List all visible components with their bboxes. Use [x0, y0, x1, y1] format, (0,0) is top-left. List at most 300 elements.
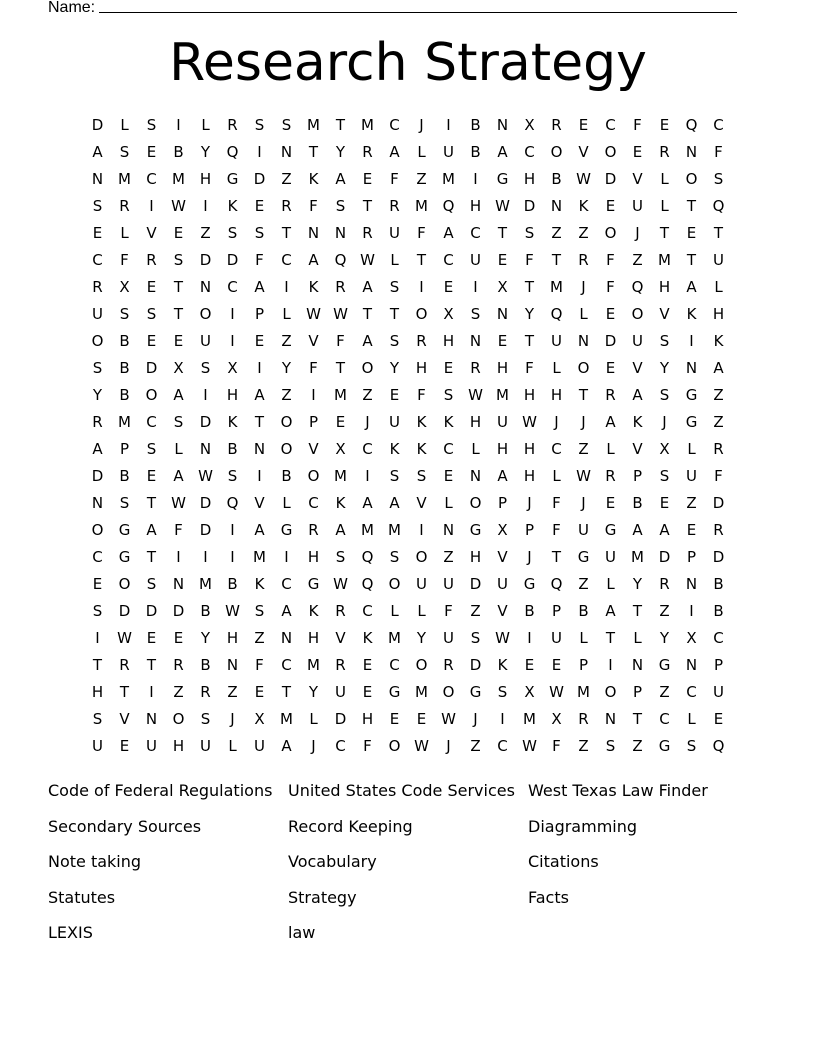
grid-letter: E: [146, 466, 157, 485]
grid-letter: E: [389, 385, 400, 404]
grid-letter: E: [443, 466, 454, 485]
grid-letter: I: [149, 196, 154, 215]
word-bank-item: Note taking: [48, 852, 142, 871]
grid-letter: S: [389, 547, 400, 566]
word-bank-item: Vocabulary: [288, 852, 377, 871]
grid-letter: A: [389, 493, 400, 512]
grid-letter: R: [335, 277, 346, 296]
grid-letter: A: [632, 520, 643, 539]
grid-letter: T: [659, 223, 670, 242]
grid-letter: R: [335, 601, 346, 620]
grid-letter: X: [659, 439, 670, 458]
grid-letter: H: [226, 628, 239, 647]
grid-letter: R: [416, 331, 427, 350]
grid-letter: E: [254, 682, 265, 701]
grid-letter: I: [473, 277, 478, 296]
word-bank-item: Statutes: [48, 887, 116, 907]
grid-letter: Q: [334, 250, 347, 269]
grid-letter: K: [389, 439, 400, 458]
grid-letter: L: [282, 493, 291, 512]
grid-letter: C: [281, 574, 292, 593]
grid-letter: O: [415, 547, 428, 566]
grid-letter: B: [227, 439, 238, 458]
grid-letter: S: [227, 223, 238, 242]
grid-letter: E: [551, 655, 562, 674]
grid-letter: Z: [281, 331, 292, 350]
grid-letter: N: [334, 223, 347, 242]
grid-letter: U: [632, 331, 643, 350]
grid-letter: P: [632, 466, 643, 485]
grid-letter: I: [689, 331, 694, 350]
grid-letter: S: [281, 115, 292, 134]
grid-letter: Z: [470, 601, 481, 620]
grid-letter: R: [578, 250, 589, 269]
grid-letter: U: [200, 331, 211, 350]
grid-letter: G: [469, 682, 482, 701]
grid-letter: P: [713, 655, 724, 674]
grid-letter: A: [713, 358, 724, 377]
word-bank-item: Diagramming: [528, 816, 638, 836]
grid-letter: K: [416, 439, 427, 458]
grid-letter: G: [577, 547, 590, 566]
grid-letter: N: [145, 709, 158, 728]
grid-letter: J: [581, 412, 586, 431]
grid-letter: A: [92, 142, 103, 161]
grid-letter: E: [443, 277, 454, 296]
grid-letter: H: [91, 682, 104, 701]
page-title: Research Strategy: [169, 33, 647, 93]
grid-letter: U: [497, 412, 508, 431]
grid-letter: Y: [308, 682, 319, 701]
grid-letter: D: [118, 601, 131, 620]
grid-letter: M: [442, 169, 455, 188]
grid-letter: Z: [416, 169, 427, 188]
grid-letter: H: [523, 439, 536, 458]
grid-letter: A: [362, 277, 373, 296]
grid-letter: L: [660, 169, 669, 188]
grid-letter: H: [415, 358, 428, 377]
grid-letter: L: [174, 439, 183, 458]
grid-letter: S: [173, 412, 184, 431]
grid-letter: T: [362, 304, 373, 323]
grid-letter: F: [417, 223, 426, 242]
grid-letter: B: [119, 331, 130, 350]
grid-letter: T: [632, 709, 643, 728]
grid-letter: M: [631, 547, 644, 566]
grid-letter: J: [419, 115, 424, 134]
grid-letter: Z: [713, 385, 724, 404]
grid-letter: F: [552, 493, 561, 512]
grid-letter: N: [253, 439, 266, 458]
grid-letter: M: [307, 115, 320, 134]
grid-letter: W: [441, 709, 456, 728]
grid-letter: N: [631, 655, 644, 674]
grid-letter: J: [554, 412, 559, 431]
grid-letter: V: [335, 628, 346, 647]
grid-letter: B: [200, 601, 211, 620]
grid-letter: S: [416, 466, 427, 485]
grid-letter: I: [176, 547, 181, 566]
grid-letter: I: [203, 547, 208, 566]
grid-letter: O: [469, 493, 482, 512]
grid-letter: U: [92, 736, 103, 755]
grid-letter: A: [362, 493, 373, 512]
grid-letter: U: [497, 574, 508, 593]
grid-letter: O: [199, 304, 212, 323]
grid-letter: S: [659, 385, 670, 404]
grid-letter: L: [606, 439, 615, 458]
grid-letter: U: [389, 223, 400, 242]
grid-letter: S: [173, 250, 184, 269]
grid-letter: S: [254, 223, 265, 242]
grid-letter: R: [551, 115, 562, 134]
grid-letter: G: [604, 520, 617, 539]
grid-letter: R: [605, 466, 616, 485]
grid-letter: C: [443, 439, 454, 458]
grid-letter: E: [362, 169, 373, 188]
grid-letter: A: [497, 142, 508, 161]
grid-letter: B: [470, 142, 481, 161]
grid-letter: A: [632, 385, 643, 404]
grid-letter: U: [551, 628, 562, 647]
grid-letter: E: [254, 331, 265, 350]
grid-letter: Q: [442, 196, 455, 215]
grid-letter: S: [335, 196, 346, 215]
grid-letter: N: [685, 574, 698, 593]
grid-letter: E: [146, 277, 157, 296]
grid-letter: G: [658, 736, 671, 755]
grid-letter: X: [227, 358, 238, 377]
grid-letter: K: [578, 196, 589, 215]
grid-letter: R: [659, 142, 670, 161]
grid-letter: M: [523, 709, 536, 728]
grid-letter: S: [335, 547, 346, 566]
grid-letter: K: [254, 574, 265, 593]
grid-letter: N: [442, 520, 455, 539]
grid-letter: D: [469, 574, 482, 593]
grid-letter: V: [497, 547, 508, 566]
grid-letter: D: [199, 412, 212, 431]
grid-letter: Z: [281, 169, 292, 188]
grid-letter: M: [496, 385, 509, 404]
grid-letter: Y: [416, 628, 427, 647]
grid-letter: S: [389, 331, 400, 350]
word-bank-item: LEXIS: [48, 923, 93, 942]
grid-letter: D: [91, 115, 104, 134]
grid-letter: G: [388, 682, 401, 701]
grid-letter: Q: [226, 142, 239, 161]
grid-letter: D: [145, 358, 158, 377]
grid-letter: S: [497, 682, 508, 701]
grid-letter: F: [552, 736, 561, 755]
grid-letter: I: [473, 169, 478, 188]
grid-letter: T: [335, 358, 346, 377]
grid-letter: P: [119, 439, 130, 458]
grid-letter: D: [172, 601, 185, 620]
grid-letter: J: [635, 223, 640, 242]
grid-letter: G: [685, 385, 698, 404]
grid-letter: U: [578, 520, 589, 539]
grid-letter: J: [527, 547, 532, 566]
grid-letter: Y: [632, 574, 643, 593]
grid-letter: S: [227, 466, 238, 485]
grid-letter: Z: [200, 223, 211, 242]
grid-letter: E: [92, 223, 103, 242]
grid-letter: I: [257, 358, 262, 377]
grid-letter: Q: [712, 196, 725, 215]
grid-letter: Z: [713, 412, 724, 431]
grid-letter: Q: [685, 115, 698, 134]
grid-letter: G: [118, 520, 131, 539]
grid-letter: L: [660, 196, 669, 215]
grid-letter: F: [606, 250, 615, 269]
grid-letter: X: [497, 520, 508, 539]
grid-letter: S: [605, 736, 616, 755]
grid-letter: Z: [362, 385, 373, 404]
grid-letter: O: [91, 331, 104, 350]
grid-letter: I: [203, 385, 208, 404]
grid-letter: X: [443, 304, 454, 323]
grid-letter: P: [308, 412, 319, 431]
grid-letter: K: [497, 655, 508, 674]
grid-letter: I: [284, 277, 289, 296]
grid-letter: U: [551, 331, 562, 350]
grid-letter: Z: [659, 682, 670, 701]
grid-letter: C: [92, 250, 103, 269]
grid-letter: G: [496, 169, 509, 188]
word-bank-item: Record Keeping: [288, 816, 413, 836]
grid-letter: E: [497, 331, 508, 350]
grid-letter: B: [119, 466, 130, 485]
grid-letter: U: [686, 466, 697, 485]
grid-letter: V: [659, 304, 670, 323]
grid-letter: N: [685, 655, 698, 674]
grid-letter: J: [581, 493, 586, 512]
grid-letter: T: [146, 493, 157, 512]
grid-letter: S: [200, 358, 211, 377]
grid-letter: T: [173, 277, 184, 296]
grid-letter: W: [576, 466, 591, 485]
grid-letter: N: [199, 277, 212, 296]
grid-letter: T: [281, 223, 292, 242]
grid-letter: L: [228, 736, 237, 755]
grid-letter: V: [632, 439, 643, 458]
grid-letter: P: [632, 682, 643, 701]
grid-letter: X: [551, 709, 562, 728]
grid-letter: R: [119, 655, 130, 674]
word-bank-item: West Texas Law Finder: [528, 781, 708, 800]
grid-letter: I: [527, 628, 532, 647]
grid-letter: Q: [361, 547, 374, 566]
grid-letter: V: [632, 358, 643, 377]
grid-letter: E: [659, 493, 670, 512]
grid-letter: A: [605, 412, 616, 431]
grid-letter: F: [363, 736, 372, 755]
grid-letter: T: [146, 655, 157, 674]
grid-letter: I: [230, 520, 235, 539]
grid-letter: U: [632, 196, 643, 215]
grid-letter: O: [550, 142, 563, 161]
grid-letter: G: [523, 574, 536, 593]
grid-letter: B: [524, 601, 535, 620]
grid-letter: F: [309, 358, 318, 377]
grid-letter: E: [686, 223, 697, 242]
grid-letter: F: [174, 520, 183, 539]
grid-letter: C: [146, 412, 157, 431]
grid-letter: E: [362, 655, 373, 674]
grid-letter: I: [230, 547, 235, 566]
grid-letter: P: [524, 520, 535, 539]
grid-letter: X: [173, 358, 184, 377]
grid-letter: C: [227, 277, 238, 296]
grid-letter: I: [365, 466, 370, 485]
grid-letter: G: [685, 412, 698, 431]
grid-letter: S: [443, 385, 454, 404]
grid-letter: P: [551, 601, 562, 620]
grid-letter: A: [389, 142, 400, 161]
grid-letter: N: [172, 574, 185, 593]
grid-letter: W: [333, 574, 348, 593]
grid-letter: N: [604, 709, 617, 728]
grid-letter: T: [578, 385, 589, 404]
grid-letter: K: [227, 412, 238, 431]
grid-letter: S: [254, 601, 265, 620]
grid-letter: P: [686, 547, 697, 566]
grid-letter: W: [522, 412, 537, 431]
grid-letter: T: [119, 682, 130, 701]
grid-letter: K: [362, 628, 373, 647]
grid-letter: A: [443, 223, 454, 242]
grid-letter: F: [714, 142, 723, 161]
grid-letter: H: [523, 466, 536, 485]
grid-letter: E: [605, 358, 616, 377]
grid-letter: M: [199, 574, 212, 593]
grid-letter: N: [469, 331, 482, 350]
grid-letter: T: [497, 223, 508, 242]
grid-letter: D: [226, 250, 239, 269]
grid-letter: C: [686, 682, 697, 701]
grid-letter: R: [92, 277, 103, 296]
grid-letter: L: [714, 277, 723, 296]
grid-letter: O: [685, 169, 698, 188]
grid-letter: D: [199, 520, 212, 539]
grid-letter: D: [712, 493, 725, 512]
grid-letter: O: [631, 304, 644, 323]
grid-letter: L: [390, 250, 399, 269]
grid-letter: D: [145, 601, 158, 620]
grid-letter: X: [524, 115, 535, 134]
grid-letter: S: [119, 304, 130, 323]
grid-letter: V: [578, 142, 589, 161]
grid-letter: H: [496, 439, 509, 458]
grid-letter: Q: [712, 736, 725, 755]
grid-letter: M: [361, 115, 374, 134]
grid-letter: X: [686, 628, 697, 647]
grid-letter: Z: [227, 682, 238, 701]
grid-letter: B: [713, 601, 724, 620]
grid-letter: C: [497, 736, 508, 755]
grid-letter: Z: [470, 736, 481, 755]
grid-letter: J: [581, 277, 586, 296]
grid-letter: H: [307, 547, 320, 566]
grid-letter: H: [469, 547, 482, 566]
grid-letter: H: [361, 709, 374, 728]
grid-letter: C: [443, 250, 454, 269]
grid-letter: S: [146, 574, 157, 593]
grid-letter: H: [712, 304, 725, 323]
grid-letter: V: [632, 169, 643, 188]
grid-letter: W: [171, 196, 186, 215]
grid-letter: M: [658, 250, 671, 269]
grid-letter: A: [362, 331, 373, 350]
grid-letter: O: [361, 358, 374, 377]
grid-letter: H: [550, 385, 563, 404]
grid-letter: W: [549, 682, 564, 701]
grid-letter: T: [254, 412, 265, 431]
grid-letter: M: [388, 628, 401, 647]
grid-letter: O: [415, 304, 428, 323]
grid-letter: N: [91, 493, 104, 512]
grid-letter: T: [335, 115, 346, 134]
grid-letter: L: [120, 115, 129, 134]
grid-letter: V: [146, 223, 157, 242]
grid-letter: S: [389, 466, 400, 485]
grid-letter: J: [446, 736, 451, 755]
grid-letter: O: [91, 520, 104, 539]
grid-letter: O: [172, 709, 185, 728]
grid-letter: L: [579, 304, 588, 323]
grid-letter: Y: [200, 142, 211, 161]
grid-letter: A: [254, 520, 265, 539]
grid-letter: E: [632, 142, 643, 161]
grid-letter: C: [713, 115, 724, 134]
grid-letter: O: [442, 682, 455, 701]
word-bank-item: law: [288, 923, 316, 942]
grid-letter: E: [416, 709, 427, 728]
grid-letter: L: [417, 142, 426, 161]
grid-letter: V: [497, 601, 508, 620]
grid-letter: R: [146, 250, 157, 269]
grid-letter: M: [280, 709, 293, 728]
grid-letter: A: [146, 520, 157, 539]
grid-letter: L: [579, 628, 588, 647]
grid-letter: M: [388, 520, 401, 539]
grid-letter: N: [685, 142, 698, 161]
grid-letter: E: [605, 493, 616, 512]
grid-letter: X: [524, 682, 535, 701]
grid-letter: K: [686, 304, 697, 323]
grid-letter: E: [146, 628, 157, 647]
grid-letter: Z: [659, 601, 670, 620]
grid-letter: N: [226, 655, 239, 674]
grid-letter: R: [470, 358, 481, 377]
grid-letter: E: [605, 304, 616, 323]
grid-letter: M: [415, 196, 428, 215]
grid-letter: A: [497, 466, 508, 485]
grid-letter: C: [389, 115, 400, 134]
grid-letter: C: [389, 655, 400, 674]
grid-letter: L: [552, 358, 561, 377]
grid-letter: E: [173, 223, 184, 242]
grid-letter: O: [604, 682, 617, 701]
grid-letter: W: [117, 628, 132, 647]
grid-letter: W: [495, 196, 510, 215]
grid-letter: A: [308, 250, 319, 269]
grid-letter: X: [497, 277, 508, 296]
grid-letter: S: [119, 493, 130, 512]
grid-letter: U: [443, 142, 454, 161]
grid-letter: Z: [443, 547, 454, 566]
